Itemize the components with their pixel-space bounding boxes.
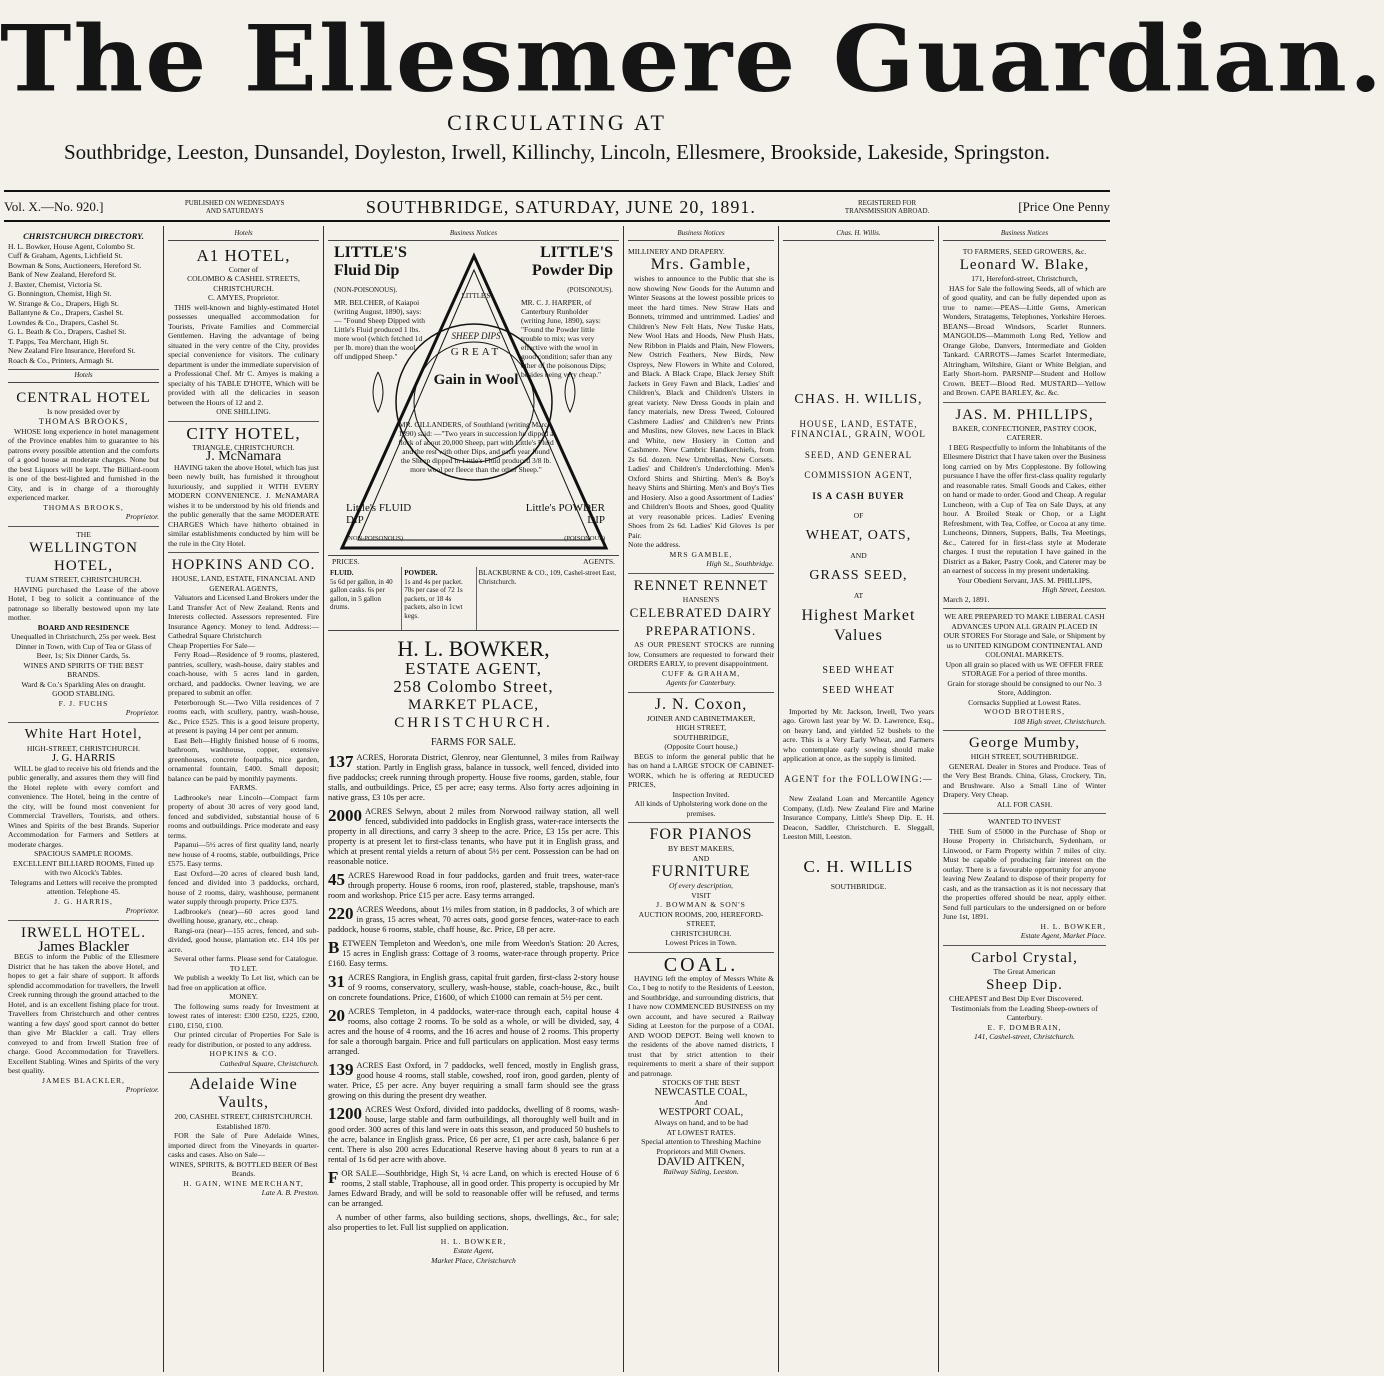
tolet-body: We publish a weekly To Let list, which can be had free on application at office. [168, 973, 319, 992]
registered-note: REGISTERED FOR TRANSMISSION ABROAD. [844, 199, 930, 215]
listing-lead: 2000 [328, 805, 362, 825]
agent-role: ESTATE AGENT, [405, 659, 542, 678]
willis-goods: WHEAT, OATS, [805, 527, 912, 543]
seed-wheat-1: SEED WHEAT [822, 664, 895, 676]
coal-and: And [694, 1098, 708, 1107]
hotel-sub: Is now presided over by [47, 406, 120, 416]
agency-addr: Cathedral Square, Christchurch. [219, 1058, 319, 1068]
willis-town: SOUTHBRIDGE. [830, 882, 887, 891]
wines-line: WINES AND SPIRITS OF THE BEST BRANDS. [23, 660, 144, 679]
coxon-note: All kinds of Upholstering work done on the premises. [634, 799, 768, 818]
powder-dip-testimonial: MR. C. J. HARPER, of Canterbury Runholder (writing June, 1890), says: "Found the Powder little trouble to mix; was very effective with the wool in good condition; safer than any other of the poisonous Dips; besides being very cheap." [521, 297, 613, 379]
directory-entry: J. Baxter, Chemist, Victoria St. [8, 279, 103, 289]
gain-in-wool-label: Gain in Wool [433, 371, 519, 388]
sheep-dips-label: SHEEP DIPS [451, 330, 501, 341]
coal-body: HAVING left the employ of Messrs White & Co., I beg to notify to the Residents of Leeston, and Southbridge, and surrounding districts, that I have now COMMENCED BUSINESS on my own account, and have secured a Railway Siding at Leeston for the purpose of a COAL AND WOOD DEPOT. Being well known to the residents of the above named districts, I trust that by strict attention to their requirements to merit a share of their support and patronage. [628, 973, 774, 1078]
central-hotel-ad [8, 386, 159, 527]
stabling-line: GOOD STABLING. [52, 689, 115, 698]
farm-listing [328, 905, 619, 935]
directory-entry: H. L. Bowker, House Agent, Colombo St. [8, 241, 135, 251]
fluid-dip-sub: Fluid Dip [334, 261, 400, 279]
seed-wheat-body: Imported by Mr. Jackson, Irwell, Two years ago. Grown last year by W. D. Lawrence, Esq., on heavy land, and yielded 52 bushels to the acre. This is a Very Early Wheat, and Farmers who contemplate early sowing should make application at once, as the supply is limited. [783, 706, 934, 763]
hotel-sign: F. J. FUCHS [58, 698, 109, 708]
bowker-estate-ad [328, 631, 619, 1269]
blake-ad [943, 244, 1106, 403]
willis-sign: C. H. WILLIS [803, 856, 914, 876]
invest-title: WANTED TO INVEST [988, 817, 1061, 826]
hotel-street: TRIANGLE, CHRISTCHURCH. [192, 442, 295, 452]
rennet-title: RENNET RENNET [633, 577, 769, 594]
listing-text: ACRES Templeton, in 4 paddocks, water-race through each, capital house 4 rooms, also cottage 2 rooms. To be sold as a whole, or will be divided, say, 4 acres and the house of 4 rooms, and the 16 acres and house of 2 rooms. This property for sale a thorough bargain. Price and full particulars on application. Most easy terms arranged. [328, 1006, 619, 1056]
prices-heading: PRICES. [332, 556, 360, 566]
published-note: PUBLISHED ON WEDNESDAYS AND SATURDAYS [184, 199, 285, 215]
willis-agencies: New Zealand Loan and Mercantile Agency Company, (Ltd). New Zealand Fire and Marine Insurance Company, Little's Sheep Dip. E. H. Deacon, Saddler, Christchurch. E. Sleggall, Leeston Mill, Leeston. [783, 794, 934, 841]
phillips-date: March 2, 1891. [943, 594, 990, 604]
farm-listing [328, 807, 619, 867]
infobar-rule [4, 220, 1110, 222]
hotel-role: Proprietor. [125, 906, 159, 915]
cheap-heading: Cheap Properties For Sale— [168, 640, 256, 650]
agent-name: H. L. BOWKER, [397, 636, 550, 661]
phillips-body: I BEG Respectfully to inform the Inhabitants of the Ellesmere District that I have taken over the Business long carried on by Mrs Copplestone. By following pursuance I have the offer first-class quality regularly and reasonable rates. Small Goods and Cakes, either on hand or made to order. Good and Cheap. A regular Luncheon, with a Cup of Tea on Sale Days, at any hour. A Broiled Steak or Chop, or a Light Refreshment, with Tea, Coffee, or Cocoa at any time. Luncheons, Dinners, Suppers, Balls, Tea Meetings, &c., Catered for in first-class style at Moderate charges. I trust the reputation I have gained in the District as a Baker, Pastry Cook, and Caterer may be an earnest of success in my present undertaking. [943, 442, 1106, 575]
coxon-trade: JOINER AND CABINETMAKER, [646, 713, 756, 723]
agent-street: 258 Colombo Street, [393, 677, 554, 696]
agency-body: Valuators and Licensed Land Brokers under the Land Transfer Act of New Zealand. Rents and Interests collected. Assessors represented. Fire Insurance Agency. Money to lend. Address:—Cathedral Square Christchurch [168, 593, 319, 640]
wood-sacks: Cornsacks Supplied at Lowest Rates. [968, 697, 1081, 707]
listing-lead: 20 [328, 1005, 345, 1025]
coxon-ad [628, 693, 774, 824]
listing-lead: 31 [328, 971, 345, 991]
volume-number: Vol. X.—No. 920.] [4, 199, 104, 214]
issue-info-bar [4, 196, 1110, 218]
hotel-role: Proprietor. [125, 1085, 159, 1094]
willis-buyer: IS A CASH BUYER [812, 490, 905, 501]
powder-price-cell [402, 567, 476, 630]
directory-entry: Lowndes & Co., Drapers, Cashel St. [8, 317, 119, 327]
fluid-dip-corner: Little's FLUID DIP [346, 501, 412, 526]
dip-prices-table [328, 567, 619, 631]
invest-body: THE Sum of £5000 in the Purchase of Shop or House Property in Christchurch, Sydenham, or Linwood, or Farm Property within 7 miles of city. Must be capable of producing fair interest on the outlay. There is a favourable opportunity for anyone leaving New Zealand to dispose of their property for cash, and as the transaction as it is not necessary that the properties offered should be near, apply either. Send full particulars to the undersigned on or before June 1st, 1891. [943, 826, 1106, 921]
farm-item: Papanui—5½ acres of first quality land, nearly new house of 4 rooms, stable, outbuildings, Price £575. Easy terms. [168, 840, 319, 868]
blake-body: HAS for Sale the following Seeds, all of which are of good quality, and can be fully depended upon as true to name:—PEAS—Little Gems, American Wonders, Stratagems, Telephones, Yorkshire Heroes. BEANS—Broad Windsors, Scarlet Runners. MANGOLDS—Mammoth Long Red, Yellow and Orange Globe, Danvers, Intermediate and Golden Tankard. CARROTS—James Scarlet Intermediate, Altringham, Wiltshire, Giant or White Belgian, and Early Short-horn. PARSNIP—Student and Hollow Crown. BEET—Blood Red. MUSTARD—Yellow and Brown. CAPE BARLEY, &c. &c. [943, 283, 1106, 397]
coxon-body: BEGS to inform the general public that he has on hand a LARGE STOCK OF CABINET-WORK, which he is offering at REDUCED PRICES, [628, 751, 774, 789]
hotel-body: THIS well-known and highly-estimated Hotel possesses unequalled accommodation for Tourists, Private Families and Commercial Gentlemen. Having the advantage of being situated in the very centre of the City, provides special convenience for visitors. The culinary department is under the immediate supervision of a Professional Chef. Mr C. Amyes is making a specialty of his TABLE D'HOTE, Which will be provided with all the delicacies in season between the Hours of 12 and 2. [168, 302, 319, 407]
agent-place: MARKET PLACE, [407, 697, 540, 713]
hotel-name: IRWELL HOTEL. [21, 924, 146, 941]
fluid-price: 5s 6d per gallon, in 40 gallon casks. 6s per gallon, in 5 gallon drums. [330, 577, 393, 611]
money-heading: MONEY. [229, 992, 258, 1001]
willis-at: AT [853, 591, 864, 600]
columns [4, 226, 1110, 1372]
agents-heading: AGENTS. [583, 556, 615, 566]
tolet-heading: TO LET. [229, 963, 258, 973]
hotel-sign: J. G. HARRIS, [54, 896, 113, 906]
directory-entry: G. Bonnington, Chemist, High St. [8, 289, 112, 298]
rennet-body: AS OUR PRESENT STOCKS are running low, Consumers are requested to forward their ORDERS EARLY, to prevent disappointment. [628, 640, 774, 668]
coal-stocks: STOCKS OF THE BEST [662, 1078, 740, 1087]
farm-item: Rangi-ora (near)—155 acres, fenced, and sub-divided, good house, plantation etc. £14 10s per acre. [168, 925, 319, 954]
price: [Price One Penny [1018, 199, 1110, 214]
gamble-body: wishes to announce to the Public that she is now showing New Goods for the Autumn and Winter Seasons at the lowest possible prices to meet the hard times. New Straw Hats and Bonnets, trimmed and untrimmed. Ladies' and Children's New Felt Hats, New Tuske Hats, New Wool Hats and Hoods, New Plush Hats, New Ribbon in Plaids and Plain, New Flowers, New Ostrich Feathers, New Birds, New Ospreys, New Flowers in White and Colored, and Black. A Black Crape, Black Jersey Shift Jackets in Grey Fawn and Black, Ladies' and Children's, Black and Children's Ulsters in great variety. New Dress Goods in plain and fancy materials, new Dress Tweed, Coloured Cashmere Ladies' and Children's new Prints and Muslins, new Gloves, new Laces in Black and White, new Hosiery in Cotton and Cashmere. New Cambric Handkerchiefs, from 2s 6d. dozen. New Umbrellas, New Corsets. Ladies' and Children's Underclothing. Men's Oxford Shirts and Shirting. Men's & Boy's heavy Shirts and Shirting. Men's and Boy's Ties and Hosiery. Also a good Assortment of Ladies' and Children's Boots and Shoes, good Quality at very reasonable prices. Ladies' Evening Shoes from 2s 6d. Ladies' Kid Gloves 1s per Pair. [628, 274, 774, 540]
drapery-heading: MILLINERY AND DRAPERY. [628, 246, 725, 256]
vaults-est: Established 1870. [216, 1121, 271, 1131]
phillips-trade: BAKER, CONFECTIONER, PASTRY COOK, CATERER. [952, 423, 1097, 442]
rennet-hansen: HANSEN'S [682, 594, 720, 604]
directory-entry: Ballantyne & Co., Drapers, Cashel St. [8, 308, 124, 317]
wood-sign: WOOD BROTHERS, [983, 707, 1066, 716]
blake-name: Leonard W. Blake, [959, 257, 1090, 273]
circulating-line: CIRCULATING AT [447, 110, 667, 135]
hotel-body: BEGS to inform the Public of the Ellesmere District that he has taken the above Hotel, and hopes to get a fair share of support. It affords splendid accommodation for travellers, the Irwell Creek running through the ground attached to the Hotel, and is an excellent fishing place for trout. Travellers from Christchurch and other centres wanting a few days' good sport cannot do better than give Mr Blackler a call. Tray ellers conveyed to and from Irwell Station free of charge. Good Accommodation for Travellers. Excellent Stabling. Wines and Spirits of the very best quality. [8, 952, 159, 1075]
listing-text: ACRES Harewood Road in four paddocks, garden and fruit trees, water-race through property. House 6 rooms, iron roof, plastered, stable, trapshouse, man's room and workshop. Price £15 per acre. Easy terms arranged. [328, 870, 619, 900]
christchurch-directory [8, 228, 159, 370]
board-heading: BOARD AND RESIDENCE [37, 622, 130, 632]
coxon-name: J. N. Coxon, [654, 695, 748, 713]
masthead [0, 0, 1384, 190]
hotel-role: Proprietor. [125, 708, 159, 717]
vaults-sign: H. GAIN, WINE MERCHANT, [183, 1178, 304, 1188]
pianos-furniture: FURNITURE [651, 863, 751, 880]
rennet-name: CELEBRATED DAIRY PREPARATIONS. [629, 605, 773, 638]
gamble-note: Note the address. [628, 540, 681, 549]
prices-agents-heading [328, 556, 619, 568]
mrs-gamble-ad [628, 244, 774, 574]
directory-entry: Bowman & Sons, Auctioneers, Hereford St. [8, 260, 142, 270]
wood-grain: Grain for storage should be consigned to our No. 3 Store, Addington. [947, 678, 1102, 697]
hotel-owner: THOMAS BROOKS, [38, 416, 129, 426]
directory-entry: Cuff & Graham, Agents, Lichfield St. [8, 251, 123, 260]
column-heading: Chas. H. Willis. [783, 228, 934, 241]
hopkins-ad [168, 553, 319, 1073]
listing-lead: 220 [328, 903, 354, 923]
hotel-owner: James Blackler [37, 938, 130, 955]
listing-lead: 137 [328, 751, 354, 771]
listing-text: ACRES West Oxford, divided into paddocks, dwelling of 8 rooms, wash-house, large stable and farm outbuildings, all thoroughly well built and in good order. 300 acres of this land were in oats this season, and produced 50 bushels to the acre, balance in English grass. Price, £6 per acre, £1 per acre cash, balance 6 per cent. There is also 200 acres Educational Reserve having about 8 years to run at a rental of 1s 6d per acre with above. [328, 1104, 619, 1164]
hotel-sign: JAMES BLACKLER, [42, 1075, 125, 1085]
directory-entry: New Zealand Fire Insurance, Hereford St. [8, 346, 136, 355]
farm-listing [328, 1007, 619, 1057]
hotel-body: WHOSE long experience in hotel management of the Province enables him to guarantee to his patrons every possible attention and the comforts of a good house at moderate charges. None but the best Liquors will be kept. The Billiard-room is one of the best-lighted and furnished in the City, and is in charge of a thoroughly experienced marker. [8, 426, 159, 502]
willis-seed: SEED, AND GENERAL [804, 449, 913, 460]
irwell-hotel-ad [8, 921, 159, 1099]
coxon-invite: Inspection Invited. [672, 789, 730, 799]
willis-trade: HOUSE, LAND, ESTATE, FINANCIAL, GRAIN, WOOL [791, 418, 926, 439]
fluid-price-cell [328, 567, 402, 630]
hotel-body: HAVING purchased the Lease of the above Hotel, I beg to solicit a continuance of the patronage so liberally bestowed upon my late mother. [8, 584, 159, 622]
directory-entry: Bank of New Zealand, Hereford St. [8, 270, 117, 279]
coal-ad [628, 953, 774, 1181]
powder-dip-corner: Little's POWDER DIP [525, 501, 605, 526]
pianos-visit: VISIT [691, 890, 711, 900]
hotel-role: Proprietor. [125, 512, 159, 521]
property-item: Peterborough St.—Two Villa residences of 7 rooms each, with scullery, pantry, wash-house, &c., Price £525. This is a good leisure property, at present is paying 14 per cent per annum. [168, 697, 319, 735]
powder-dip-sub: Powder Dip [531, 261, 613, 279]
rennet-role: Agents for Canterbury. [666, 678, 736, 687]
wood-brothers-ad [943, 609, 1106, 731]
willis-and: AND [850, 551, 867, 560]
willis-highest: Highest Market [801, 606, 916, 624]
carbol-sign: E. F. DOMBRAIN, [987, 1022, 1062, 1032]
littles-sheep-dip-ad [328, 244, 619, 556]
directory-title: CHRISTCHURCH DIRECTORY. [23, 231, 144, 241]
powder-dip-title: LITTLE'S [540, 243, 613, 261]
mumby-street: HIGH STREET, SOUTHBRIDGE. [970, 752, 1079, 761]
farm-listing [328, 973, 619, 1003]
great-label: GREAT [450, 345, 502, 358]
farm-listing [328, 1105, 619, 1165]
gamble-name: Mrs. Gamble, [650, 256, 752, 273]
wellington-hotel-ad [8, 527, 159, 723]
apex-label: LITTLE'S [461, 291, 491, 300]
adelaide-wine-vaults-ad [168, 1073, 319, 1202]
fluid-dip-corner-note: (NON-POISONOUS) [346, 534, 404, 542]
coal-addr: Railway Siding, Leeston. [663, 1166, 739, 1176]
column-heading: Business Notices [943, 228, 1106, 241]
mumby-cash: ALL FOR CASH. [996, 799, 1053, 809]
mumby-ad [943, 731, 1106, 814]
gamble-addr: High St., Southbridge. [706, 559, 774, 568]
listing-text: ACRES, Hororata District, Glenroy, near Glentunnel, 3 miles from Railway station. Partly in English grass, balance in tussock, well fenced, divided into five paddocks; creek running through property. House five rooms, garden, stable, four stalls, and outbuildings. Price, £5 per acre; easy terms. Also forty acres adjoining in native grass, £3 10s per acre. [328, 752, 619, 802]
carbol-test: Testimonials from the Leading Sheep-owners of Canterbury. [951, 1003, 1098, 1022]
listing-lead: B [328, 937, 340, 957]
fluid-label: FLUID. [330, 569, 354, 577]
pianos-by: BY BEST MAKERS, [667, 844, 735, 853]
also-note: A number of other farms, also building sections, shops, dwellings, &c., for sale; also properties to let. Full list supplied on application. [328, 1212, 619, 1232]
agency-name: HOPKINS AND CO. [171, 557, 316, 573]
hotel-street: TUAM STREET, CHRISTCHURCH. [25, 575, 142, 584]
powder-price: 1s and 4s per packet. 70s per case of 72 1s packets, or 18 4s packets, also in 1cwt kegs. [404, 577, 463, 620]
listing-lead: 139 [328, 1059, 354, 1079]
mumby-name: George Mumby, [969, 735, 1080, 751]
directory-entry: Roach & Co., Printers, Armagh St. [8, 355, 114, 365]
farm-listing [328, 753, 619, 803]
coal-title: COAL. [663, 953, 739, 976]
rennet-ad [628, 574, 774, 693]
hotel-street: HIGH-STREET, CHRISTCHURCH. [26, 743, 141, 753]
farm-listing [328, 871, 619, 901]
column-4 [624, 226, 779, 1372]
powder-label: POWDER. [404, 569, 438, 577]
carbol-body: CHEAPEST and Best Dip Ever Discovered. [949, 994, 1084, 1003]
carbol-sub: The Great American [993, 966, 1056, 976]
phillips-addr: High Street, Leeston. [1042, 585, 1106, 594]
coal-rates: AT LOWEST RATES. [666, 1127, 736, 1137]
rennet-sign: CUFF & GRAHAM, [661, 668, 741, 678]
hotel-the: THE [76, 529, 91, 539]
column-3 [324, 226, 624, 1372]
agency-sub: HOUSE, LAND, ESTATE, FINANCIAL AND GENERAL AGENTS, [171, 574, 316, 593]
hotel-name: White Hart Hotel, [24, 726, 143, 742]
telegrams-line: Telegrams and Letters will receive the prompted attention. Telephone 45. [9, 877, 158, 896]
price-line: ONE SHILLING. [216, 407, 271, 416]
wood-addr: 108 High street, Christchurch. [1013, 716, 1106, 726]
willis-agent: AGENT for the FOLLOWING:— [784, 773, 933, 784]
listing-lead: 1200 [328, 1103, 362, 1123]
hotel-owner: J. G. HARRIS [51, 752, 116, 764]
wood-body: WE ARE PREPARED TO MAKE LIBERAL CASH ADVANCES UPON ALL GRAIN PLACED IN OUR STORES For Storage and Sale, or Shipment by us to UNITED KINGDOM CONTINENTAL AND COLONIAL MARKETS. [943, 612, 1106, 659]
hotels-heading: Hotels [8, 370, 159, 383]
invest-sign: H. L. BOWKER, [1040, 921, 1106, 931]
towns-line: Southbridge, Leeston, Dunsandel, Doyleston, Irwell, Killinchy, Lincoln, Ellesmere, Brookside, Lakeside, Springston. [63, 140, 1051, 164]
vaults-body: FOR the Sale of Pure Adelaide Wines, imported direct from the Vineyards in quarter-casks and cases. Also on Sale— [168, 1131, 319, 1159]
agent-sign-role: Estate Agent, [453, 1246, 494, 1255]
phillips-sign: Your Obedient Servant, JAS. M. PHILLIPS, [957, 575, 1092, 585]
white-hart-hotel-ad [8, 723, 159, 921]
seed-wheat-2: SEED WHEAT [822, 685, 895, 696]
hotel-corner: Corner of [228, 264, 259, 274]
willis-comm: COMMISSION AGENT, [804, 470, 913, 480]
coxon-street: HIGH STREET, [675, 723, 727, 732]
column-1 [4, 226, 164, 1372]
invest-ad [943, 814, 1106, 946]
blake-top: TO FARMERS, SEED GROWERS, &c. [962, 246, 1087, 256]
hotel-sign: THOMAS BROOKS, [43, 502, 124, 512]
pianos-ad [628, 823, 774, 953]
coxon-opp: (Opposite Court house,) [664, 742, 738, 751]
wood-offer: Upon all grain so placed with us WE OFFER FREE STORAGE For a period of three months. [945, 659, 1104, 678]
farm-item: Several other farms. Please send for Catalogue. [174, 954, 318, 963]
hotel-body: HAVING taken the above Hotel, which has just been newly built, has furnished it throughout luxuriously, and supplied it WITH EVERY MODERN CONVENIENCE. J. McNAMARA wishes it to be understood by his old friends and the public generally that the same MODERATE CHARGES Which have hitherto obtained in similar establishments conducted by him will be the rule in the City Hotel. [168, 462, 319, 548]
farm-listing [328, 1061, 619, 1101]
pianos-every: Of every description, [669, 881, 733, 890]
vaults-name: Adelaide Wine Vaults, [189, 1076, 298, 1111]
vaults-street: 200, CASHEL STREET, CHRISTCHURCH. [174, 1112, 313, 1121]
hotel-owner: J. McNamara [205, 449, 282, 464]
hotel-name: WELLINGTON HOTEL, [29, 540, 138, 574]
ales-line: Ward & Co.'s Sparkling Ales on draught. [21, 679, 146, 689]
vaults-role: Late A. B. Preston. [261, 1188, 319, 1197]
coal-westport: WESTPORT COAL, [658, 1106, 744, 1118]
listing-text: ETWEEN Templeton and Weedon's, one mile from Weedon's Station: 20 Acres, 15 acres in English grass: Cottage of 3 rooms, water-race through property. Price £160. Easy terms. [328, 938, 619, 968]
agents-cell [477, 567, 620, 630]
willis-values: Values [834, 627, 883, 644]
listing-text: ACRES Weedons, about 1½ miles from station, in 8 paddocks, 3 of which are in grass, 15 acres wheat, 70 acres oats, good gorse fences, water-race to each paddock, house 6 rooms, stable, chaff house, &c. Price, £8 per acre. [328, 904, 619, 934]
hotel-name: CITY HOTEL, [186, 423, 301, 443]
listing-text: OR SALE—Southbridge, High St, ¼ acre Land, on which is erected House of 6 rooms, 2 stall stable, Traphouse, all in good order. This property is occupied by Mr James Edward Brady, and will be sold to reasonable offer will be refused, and terms can be arranged. [328, 1168, 619, 1208]
willis-grass: GRASS SEED, [809, 567, 908, 583]
hotel-body: WILL be glad to receive his old friends and the public generally, and assures them they will find the Hotel replete with every comfort and convenience. The Hotel, being in the centre of the city, will be found most convenient for Commercial Travellers, Tourists, and others. Wines and Spirits of the best Brands. Superior Accommodation for Farmers and Settlers at moderate charges. [8, 763, 159, 849]
carbol-crystal-ad [943, 946, 1106, 1046]
powder-dip-note: (POISONOUS). [567, 285, 613, 294]
coal-newcastle: NEWCASTLE COAL, [654, 1086, 748, 1098]
a1-hotel-ad [168, 244, 319, 422]
farm-listing [328, 1169, 619, 1209]
city-hotel-ad [168, 422, 319, 554]
coal-sign: DAVID AITKEN, [657, 1154, 745, 1168]
farm-listing [328, 939, 619, 969]
agent-sign-addr: Market Place, Christchurch [431, 1255, 516, 1265]
dateline: SOUTHBRIDGE, SATURDAY, JUNE 20, 1891. [365, 196, 756, 217]
coal-special: Special attention to Threshing Machine Proprietors and Mill Owners. [641, 1137, 761, 1156]
fluid-dip-title: LITTLE'S [334, 243, 407, 261]
listing-lead: 45 [328, 869, 345, 889]
coal-always: Always on hand, and to be had [654, 1118, 748, 1127]
agency-sign: HOPKINS & CO. [209, 1049, 278, 1058]
farms-for-sale-heading: FARMS FOR SALE. [430, 737, 517, 748]
coxon-town: SOUTHBRIDGE, [673, 732, 729, 742]
hotel-streets: COLOMBO & CASHEL STREETS, CHRISTCHURCH. [187, 274, 300, 293]
farms-heading: FARMS. [229, 783, 258, 792]
column-heading: Business Notices [328, 228, 619, 241]
carbol-addr: 141, Cashel-street, Christchurch. [974, 1032, 1075, 1041]
farm-item: Ladbrooke's near Lincoln—Compact farm property of about 30 acres of very good land, fenced and subdivided, substantial house of 6 rooms and outbuildings. Price moderate and easy terms. [168, 792, 319, 840]
listing-text: ACRES Rangiora, in English grass, capital fruit garden, first-class 2-story house of 9 rooms, conservatory, scullery, wash-house, stable, coach-house, &c., built on concrete foundations. Price, £1600, of which £1000 can remain at 5½ per cent. [328, 972, 619, 1002]
farm-listings [328, 753, 619, 1233]
printed-note: Our printed circular of Properties For Sale is ready for distribution, or posted to any address. [168, 1030, 319, 1049]
property-item: East Belt—Highly finished house of 6 rooms, bathroom, washhouse, copper, extensive greenhouses, concrete footpaths, nice garden, ornamental fountain, £400. Small deposit; balance can be paid by monthly payments. [168, 735, 319, 783]
directory-entry: G. L. Beath & Co., Drapers, Cashel St. [8, 327, 127, 336]
masthead-rule [4, 190, 1110, 192]
blake-addr: 171, Hereford-street, Christchurch, [971, 274, 1078, 283]
listing-text: ACRES Selwyn, about 2 miles from Norwood railway station, all well fenced, subdivided into paddocks in English grass, water-race intersects the property in all directions, and carry 3 sheep to the acre. Price, £3 15s per acre. This property is at present let to first-class tenants, who have put it in English grass, and which at present rental yields a return of about 5½ per cent. Possession can be had on reasonable notice. [328, 806, 619, 866]
directory-list [8, 242, 159, 366]
fluid-dip-testimonial: MR. BELCHER, of Kaiapoi (writing August, 1890), says: — "Found Sheep Dipped with Little's Fluid produced 1 lbs. more wool (which fetched 1d per lb. more) than the wool off undipped Sheep." [334, 297, 425, 361]
listing-text: ACRES East Oxford, in 7 paddocks, well fenced, mostly in English grass, good house 4 rooms, stall stable, cowshed, roof iron, good garden, plenty of water. Price, £5 per acre. Any buyer requiring a small farm should see the grass growing on this during the present dry weather. [328, 1060, 619, 1100]
rooms-line: SPACIOUS SAMPLE ROOMS. [34, 849, 133, 858]
agents-text: BLACKBURNE & CO., 109, Cashel-street East, Christchurch. [478, 569, 616, 586]
money-body: The following sums ready for Investment at lowest rates of interest: £300 £250, £225, £200, £180, £150, £100. [168, 1001, 319, 1030]
column-6 [939, 226, 1110, 1372]
billiard-line: EXCELLENT BILLIARD ROOMS, Fitted up with two Alcock's Tables. [13, 858, 154, 877]
pianos-and: AND [692, 853, 710, 863]
farm-item: Ladbrooke's (near)—60 acres good land dwelling house, granary, etc., cheap. [168, 906, 319, 925]
ornament-left-icon [373, 372, 383, 412]
mumby-body: GENERAL Dealer in Stores and Produce. Teas of the Very Best Brands. China, Glass, Crockery, Tin, and Brushware. Also a Small Line of Winter Drapery. Very Cheap. [943, 761, 1106, 799]
listing-lead: F [328, 1167, 339, 1187]
invest-role: Estate Agent, Market Place. [1020, 931, 1106, 940]
vaults-wines: WINES, SPIRITS, & BOTTLED BEER Of Best Brands. [169, 1159, 318, 1178]
pianos-title: FOR PIANOS [649, 826, 753, 843]
carbol-name: Carbol Crystal, [971, 949, 1078, 966]
column-heading: Business Notices [628, 228, 774, 241]
property-item: Ferry Road—Residence of 9 rooms, plastered, pantries, scullery, wash-house, dairy stables and coach-house, with 5 acres land in garden, orchard, and paddocks. Owner leaving, we are prepared to submit an offer. [168, 650, 319, 697]
willis-ad [783, 391, 934, 892]
willis-name: CHAS. H. WILLIS, [794, 391, 923, 407]
phillips-name: JAS. M. PHILLIPS, [955, 406, 1094, 423]
carbol-dip: Sheep Dip. [986, 977, 1063, 993]
directory-entry: T. Papps, Tea Merchant, High St. [8, 336, 109, 346]
newspaper-title: The Ellesmere Guardian. [0, 4, 1384, 113]
pianos-city: CHRISTCHURCH. [670, 928, 732, 938]
hotel-owner: C. AMYES, Proprietor. [207, 293, 280, 302]
hotel-name: CENTRAL HOTEL [16, 389, 151, 406]
willis-of: OF [853, 511, 864, 520]
fluid-dip-note: (NON-POISONOUS). [334, 285, 398, 294]
column-5 [779, 226, 939, 1372]
pianos-rooms: AUCTION ROOMS, 200, HEREFORD-STREET, [638, 909, 764, 928]
agent-city: CHRISTCHURCH. [394, 715, 553, 731]
column-2 [164, 226, 324, 1372]
directory-entry: W. Strange & Co., Drapers, High St. [8, 298, 119, 308]
board-body: Unequalled in Christchurch, 25s per week. Best Dinner in Town, with Cup of Tea or Glass of Beer, 1s; Six Dinner Cards, 5s. [10, 632, 157, 660]
gillanders-testimonial: MR. GILLANDERS, of Southland (writing March, 1890) said: —"Two years in succession he dipped a flock of about 20,000 Sheep, part with Little's Fluid and the rest with other Dips, and each year found the Sheep dipped in Little's Fluid produced 3/8 lb. more wool per fleece than the other Sheep." [398, 419, 554, 474]
agent-sign: H. L. BOWKER, [440, 1236, 507, 1246]
farm-item: East Oxford—20 acres of cleared bush land, fenced and divided into 3 paddocks, orchard, house of 2 rooms, dairy, washhouse, permanent water supply through property. Price £375. [168, 868, 319, 906]
pianos-sign: J. BOWMAN & SON'S [656, 900, 746, 909]
hotel-name: A1 HOTEL, [196, 245, 291, 265]
gamble-sign: MRS GAMBLE, [669, 549, 733, 559]
powder-dip-corner-note: (POISONOUS) [564, 534, 605, 542]
pianos-low: Lowest Prices in Town. [665, 938, 737, 947]
phillips-ad [943, 403, 1106, 610]
column-heading: Hotels [168, 228, 319, 241]
